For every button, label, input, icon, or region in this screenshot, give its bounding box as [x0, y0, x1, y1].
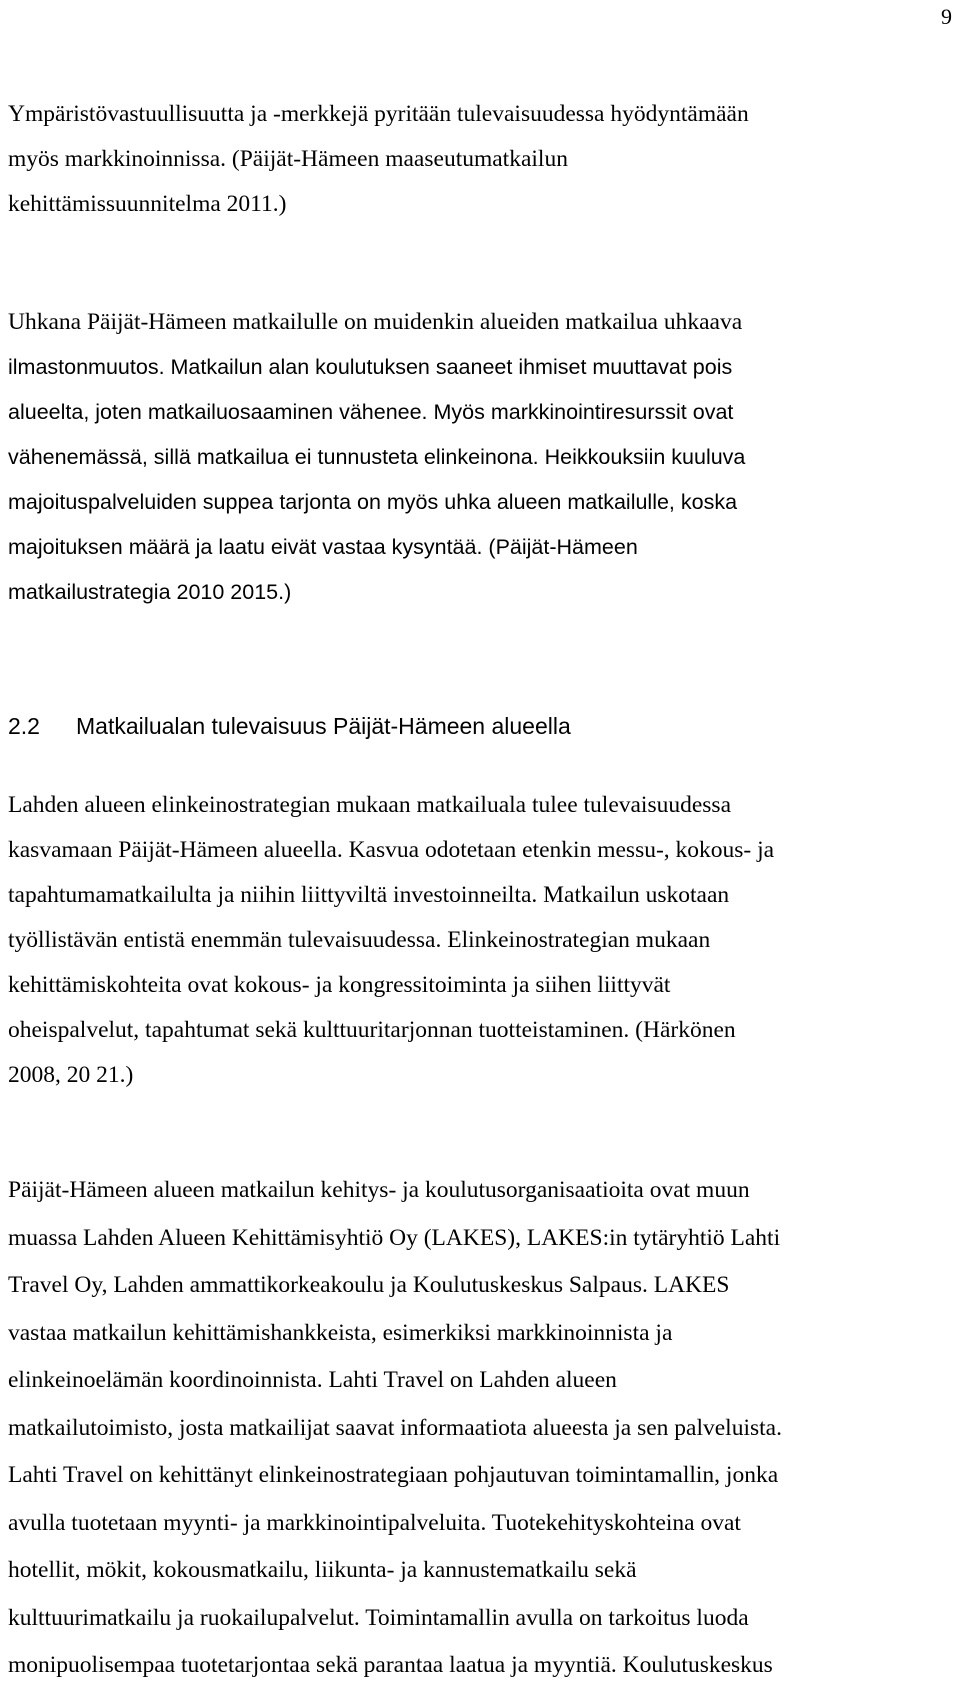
paragraph-uhkana: [8, 300, 745, 615]
text-line: avulla tuotetaan myynti- ja markkinointipalveluita. Tuotekehityskohteina ovat: [8, 1509, 741, 1536]
text-line: 2008, 20 21.): [8, 1062, 134, 1088]
text-line: Ympäristövastuullisuutta ja -merkkejä pyritään tulevaisuudessa hyödyntämään: [8, 101, 749, 127]
text-line: ilmastonmuutos. Matkailun alan koulutuksen saaneet ihmiset muuttavat pois: [8, 355, 733, 379]
text-line: muassa Lahden Alueen Kehittämisyhtiö Oy (LAKES), LAKES:in tytäryhtiö Lahti: [8, 1224, 781, 1251]
text-line: kehittämiskohteita ovat kokous- ja kongressitoiminta ja siihen liittyvät: [8, 972, 671, 998]
page-number: 9: [941, 4, 952, 29]
text-line: alueelta, joten matkailuosaaminen vähenee. Myös markkinointiresurssit ovat: [8, 400, 734, 424]
text-line: vähenemässä, sillä matkailua ei tunnusteta elinkeinona. Heikkouksiin kuuluva: [8, 445, 746, 469]
section-heading: [8, 711, 571, 741]
text-line: työllistävän entistä enemmän tulevaisuudessa. Elinkeinostrategian mukaan: [8, 927, 711, 953]
paragraph-organisaatiot: [8, 1167, 782, 1690]
text-line: hotellit, mökit, kokousmatkailu, liikunta- ja kannustematkailu sekä: [8, 1557, 637, 1583]
text-line: myös markkinoinnissa. (Päijät-Hämeen maaseutumatkailun: [8, 146, 568, 172]
text-line: vastaa matkailun kehittämishankkeista, esimerkiksi markkinoinnista ja: [8, 1319, 673, 1346]
section-number: 2.2: [8, 713, 40, 739]
paragraph-lahden-alueen: [8, 783, 774, 1098]
text-line: monipuolisempaa tuotetarjontaa sekä parantaa laatua ja myyntiä. Koulutuskeskus: [8, 1652, 773, 1678]
text-line: Lahti Travel on kehittänyt elinkeinostrategiaan pohjautuvan toimintamallin, jonka: [8, 1462, 779, 1488]
text-line: Lahden alueen elinkeinostrategian mukaan matkailuala tulee tulevaisuudessa: [8, 792, 732, 818]
text-line: matkailustrategia 2010 2015.): [8, 580, 292, 604]
text-line: elinkeinoelämän koordinoinnista. Lahti Travel on Lahden alueen: [8, 1367, 617, 1393]
text-line: matkailutoimisto, josta matkailijat saavat informaatiota alueesta ja sen palveluista.: [8, 1414, 782, 1441]
text-line: kulttuurimatkailu ja ruokailupalvelut. Toimintamallin avulla on tarkoitus luoda: [8, 1604, 749, 1631]
text-line: kehittämissuunnitelma 2011.): [8, 191, 287, 217]
text-line: Travel Oy, Lahden ammattikorkeakoulu ja Koulutuskeskus Salpaus. LAKES: [8, 1272, 730, 1298]
text-line: oheispalvelut, tapahtumat sekä kulttuuritarjonnan tuotteistaminen. (Härkönen: [8, 1017, 736, 1043]
paragraph-ymparistovastuullisuus: [8, 92, 749, 227]
text-line: kasvamaan Päijät-Hämeen alueella. Kasvua odotetaan etenkin messu-, kokous- ja: [8, 837, 775, 863]
text-line: majoituksen määrä ja laatu eivät vastaa kysyntää. (Päijät-Hämeen: [8, 535, 638, 559]
section-title: Matkailualan tulevaisuus Päijät-Hämeen alueella: [76, 713, 571, 739]
text-line: Uhkana Päijät-Hämeen matkailulle on muidenkin alueiden matkailua uhkaava: [8, 309, 743, 335]
text-line: Päijät-Hämeen alueen matkailun kehitys- ja koulutusorganisaatioita ovat muun: [8, 1177, 750, 1203]
text-line: majoituspalveluiden suppea tarjonta on myös uhka alueen matkailulle, koska: [8, 490, 738, 514]
text-line: tapahtumamatkailulta ja niihin liittyviltä investoinneilta. Matkailun uskotaan: [8, 882, 730, 908]
